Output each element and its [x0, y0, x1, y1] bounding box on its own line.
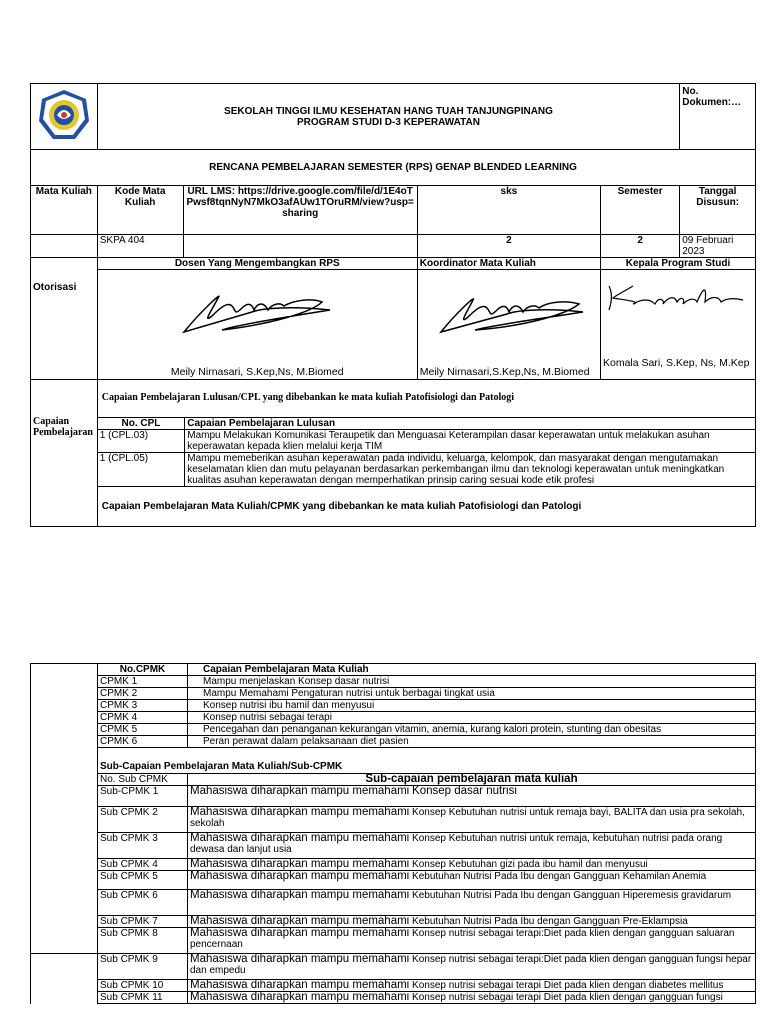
subcpmk-prefix: Mahasiswa diharapkan mampu memahami [190, 832, 410, 844]
subcpmk-prefix: Mahasiswa diharapkan mampu memahami [190, 953, 410, 965]
value-url [183, 235, 417, 258]
cpmk-section-title: Capaian Pembelajaran Mata Kuliah/CPMK yang dibebankan ke mata kuliah Patofisiologi dan Patologi [101, 501, 582, 512]
kaprodi-label: Kepala Program Studi [600, 258, 755, 270]
label-tanggal: Tanggal Disusun: [680, 186, 756, 235]
cpmk-row-1-desc: Mampu menjelaskan Konsep dasar nutrisi [188, 676, 756, 688]
label-sks: sks [417, 186, 600, 235]
subcpmk-row-6 [188, 890, 756, 916]
subcpmk-row-5-desc: Kebutuhan Nutrisi Pada Ibu dengan Gangguan Kehamilan Anemia [412, 871, 707, 882]
subcpmk-row-10-desc: Konsep nutrisi sebagai terapi Diet pada klien dengan diabetes mellitus [412, 980, 724, 991]
cpl-section [97, 380, 755, 527]
subcpmk-row-7-no: Sub CPMK 7 [98, 916, 188, 928]
subcpmk-row-8 [188, 928, 756, 954]
cpl-row-2-no: 1 (CPL.05) [98, 453, 185, 487]
subcpmk-row-1-no: Sub-CPMK 1 [98, 786, 188, 807]
dosen-signature [172, 280, 342, 342]
subcpmk-row-7-desc: Kebutuhan Nutrisi Pada Ibu dengan Gangguan Pre-Eklampsia [412, 916, 688, 927]
otorisasi-label: Otorisasi [31, 258, 98, 380]
label-mata-kuliah: Mata Kuliah [31, 186, 98, 235]
subcpmk-prefix: Mahasiswa diharapkan mampu memahami [190, 915, 410, 927]
value-sks: 2 [417, 235, 600, 258]
subcpmk-row-5-no: Sub CPMK 5 [98, 871, 188, 890]
subcpmk-row-1 [188, 786, 756, 807]
document-number: No. Dokumen:… [680, 84, 756, 150]
subcpmk-row-3 [188, 833, 756, 859]
capaian-pembelajaran-label: Capaian Pembelajaran [31, 380, 98, 527]
subcpmk-row-11-no: Sub CPMK 11 [98, 992, 188, 1004]
value-tanggal: 09 Februari 2023 [680, 235, 756, 258]
subcpmk-prefix: Mahasiswa diharapkan mampu memahami [190, 785, 410, 797]
value-semester: 2 [600, 235, 679, 258]
koordinator-name: Meily Nirnasari,S.Kep,Ns, M.Biomed [419, 366, 590, 378]
subcpmk-prefix: Mahasiswa diharapkan mampu memahami [190, 889, 410, 901]
cpmk-side-cell-bottom [31, 928, 98, 954]
subcpmk-row-8-no: Sub CPMK 8 [98, 928, 188, 954]
subcpmk-row-8-desc: Konsep nutrisi sebagai terapi:Diet pada klien dengan gangguan saluaran pencernaan [190, 928, 735, 950]
subcpmk-row-3-no: Sub CPMK 3 [98, 833, 188, 859]
kaprodi-signature [603, 278, 753, 318]
value-kode-mk: SKPA 404 [97, 235, 183, 258]
cpl-col-no: No. CPL [98, 418, 185, 430]
cpmk-row-3-desc: Konsep nutrisi ibu hamil dan menyusui [188, 700, 756, 712]
cpmk-table [30, 663, 756, 1004]
subcpmk-row-6-desc: Kebutuhan Nutrisi Pada Ibu dengan Gangguan Hiperemesis gravidarum [412, 890, 732, 901]
subcpmk-col-no: No. Sub CPMK [98, 774, 188, 786]
kaprodi-signature-cell [600, 270, 755, 380]
dosen-signature-cell [97, 270, 417, 380]
institution-logo-icon [37, 88, 91, 142]
dosen-name: Meily Nirnasari, S.Kep,Ns, M.Biomed [170, 366, 344, 378]
subcpmk-row-4-desc: Konsep Kebutuhan gizi pada ibu hamil dan menyusui [412, 859, 648, 870]
koordinator-signature [429, 280, 589, 342]
cpmk-row-2-desc: Mampu Memahami Pengaturan nutrisi untuk berbagai tingkat usia [188, 688, 756, 700]
cpmk-side-cell-next [31, 954, 98, 980]
cpmk-row-4-no: CPMK 4 [98, 712, 188, 724]
label-url-lms: URL LMS: https://drive.google.com/file/d/1E4oTPwsf8tqnNyN7MkO3afAUw1TOruRM/view?usp=sharing [183, 186, 417, 235]
subcpmk-prefix: Mahasiswa diharapkan mampu memahami [190, 991, 410, 1003]
subcpmk-row-5 [188, 871, 756, 890]
subcpmk-prefix: Mahasiswa diharapkan mampu memahami [190, 979, 410, 991]
subcpmk-row-2-desc: Konsep Kebutuhan nutrisi untuk remaja bayi, BALITA dan usia pra sekolah, sekolah [190, 807, 745, 829]
cpmk-row-6-desc: Peran perawat dalam pelaksanaan diet pasien [188, 736, 756, 748]
kaprodi-name: Komala Sari, S.Kep, Ns, M.Kep [602, 357, 750, 369]
cpl-col-desc: Capaian Pembelajaran Lulusan [185, 418, 755, 430]
label-kode-mk: Kode Mata Kuliah [97, 186, 183, 235]
subcpmk-row-7 [188, 916, 756, 928]
subcpmk-row-9-no: Sub CPMK 9 [98, 954, 188, 980]
dosen-label: Dosen Yang Mengembangkan RPS [97, 258, 417, 270]
rps-header-table [30, 83, 756, 527]
subcpmk-prefix: Mahasiswa diharapkan mampu memahami [190, 806, 410, 818]
subcpmk-col-desc: Sub-capaian pembelajaran mata kuliah [188, 774, 756, 786]
subcpmk-prefix: Mahasiswa diharapkan mampu memahami [190, 858, 410, 870]
cpmk-row-6-no: CPMK 6 [98, 736, 188, 748]
subcpmk-row-6-no: Sub CPMK 6 [98, 890, 188, 916]
program-name: PROGRAM STUDI D-3 KEPERAWATAN [297, 116, 480, 128]
cpmk-col-desc: Capaian Pembelajaran Mata Kuliah [188, 664, 756, 676]
cpl-row-1-no: 1 (CPL.03) [98, 430, 185, 453]
institution-name: SEKOLAH TINGGI ILMU KESEHATAN HANG TUAH TANJUNGPINANG [224, 105, 553, 117]
subcpmk-prefix: Mahasiswa diharapkan mampu memahami [190, 870, 410, 882]
label-semester: Semester [600, 186, 679, 235]
subcpmk-row-2-no: Sub CPMK 2 [98, 807, 188, 833]
cpmk-row-3-no: CPMK 3 [98, 700, 188, 712]
koordinator-signature-cell [417, 270, 600, 380]
cpl-row-1-desc: Mampu Melakukan Komunikasi Teraupetik dan Menguasai Keterampilan dasar keperawatan untuk melakukan asuhan keperawatan kepada klien melalui kerja TIM [185, 430, 755, 453]
institution-header [97, 84, 680, 150]
cpmk-col-no: No.CPMK [98, 664, 188, 676]
koordinator-label: Koordinator Mata Kuliah [417, 258, 600, 270]
subcpmk-row-11-desc: Konsep nutrisi sebagai terapi Diet pada klien dengan gangguan fungsi [412, 992, 723, 1003]
subcpmk-row-1-desc: Konsep dasar nutrisi [412, 785, 517, 797]
cpmk-row-5-no: CPMK 5 [98, 724, 188, 736]
cpl-row-2-desc: Mampu memeberikan asuhan keperawatan pada individu, keluarga, kelompok, dan masyarakat dengan mengutamakan keselamatan klien dan mutu pelayanan berdasarkan perkembangan ilmu dan teknologi keperawatan untuk meningkatkan kualitas asuhan keperawatan dengan memperhatikan prinsip caring sesuai kode etik profesi [185, 453, 755, 487]
cpmk-side-cell-top [31, 664, 98, 676]
subcpmk-row-9 [188, 954, 756, 980]
subcpmk-row-11 [188, 992, 756, 1004]
cpl-table [98, 417, 755, 487]
subcpmk-row-10-no: Sub CPMK 10 [98, 980, 188, 992]
value-mata-kuliah [31, 235, 98, 258]
subcpmk-row-4-no: Sub CPMK 4 [98, 859, 188, 871]
subcpmk-prefix: Mahasiswa diharapkan mampu memahami [190, 927, 410, 939]
subcpmk-section-title: Sub-Capaian Pembelajaran Mata Kuliah/Sub-CPMK [98, 748, 756, 774]
logo-cell [31, 84, 98, 150]
cpmk-row-2-no: CPMK 2 [98, 688, 188, 700]
subcpmk-row-3-desc: Konsep Kebutuhan nutrisi untuk remaja, kebutuhan nutrisi pada orang dewasa dan lanjut usia [190, 833, 723, 855]
subcpmk-row-10 [188, 980, 756, 992]
subcpmk-row-2 [188, 807, 756, 833]
subcpmk-row-9-desc: Konsep nutrisi sebagai terapi:Diet pada klien dengan gangguan fungsi hepar dan empedu [190, 954, 752, 976]
cpl-title: Capaian Pembelajaran Lulusan/CPL yang dibebankan ke mata kuliah Patofisiologi dan Patologi [101, 392, 515, 403]
cpmk-row-4-desc: Konsep nutrisi sebagai terapi [188, 712, 756, 724]
cpmk-row-5-desc: Pencegahan dan penanganan kekurangan vitamin, anemia, kurang kalori protein, stunting dan obesitas [188, 724, 756, 736]
subcpmk-row-4 [188, 859, 756, 871]
cpmk-row-1-no: CPMK 1 [98, 676, 188, 688]
rps-title: RENCANA PEMBELAJARAN SEMESTER (RPS) GENAP BLENDED LEARNING [31, 150, 756, 186]
